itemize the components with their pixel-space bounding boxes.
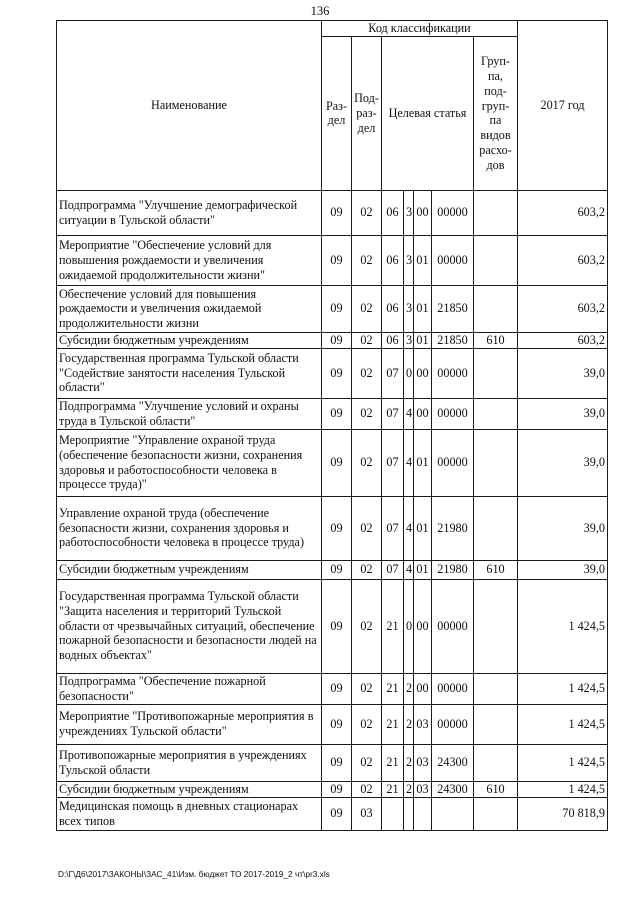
row-amount: 603,2 [518,285,608,332]
row-section: 09 [322,285,352,332]
row-target-measure: 01 [414,332,432,348]
row-target-program: 07 [382,348,404,398]
row-expense-group [474,190,518,235]
row-amount: 39,0 [518,429,608,496]
row-subsection: 02 [352,398,382,429]
table-row [57,348,608,398]
file-path-footer: D:\Г\Д6\2017\ЗАКОНЫ\ЗАС_41\Изм. бюджет ТО 2017-2019_2 чт\pr3.xls [58,869,330,879]
row-target-measure [414,797,432,830]
table-row [57,744,608,781]
row-section: 09 [322,560,352,579]
row-target-measure: 00 [414,348,432,398]
row-subsection: 02 [352,348,382,398]
row-amount: 70 818,9 [518,797,608,830]
row-target-direction: 21980 [432,496,474,560]
row-target-program: 21 [382,673,404,704]
row-target-measure: 00 [414,398,432,429]
table-row [57,560,608,579]
row-target-subprogram: 3 [404,190,414,235]
row-expense-group: 610 [474,781,518,797]
row-target-direction: 00000 [432,348,474,398]
row-expense-group [474,704,518,744]
row-section: 09 [322,332,352,348]
row-target-measure: 03 [414,704,432,744]
row-expense-group [474,744,518,781]
row-amount: 1 424,5 [518,704,608,744]
header-group: Груп- па, под- груп- па видов расхо- дов [474,36,518,190]
budget-table [56,20,608,831]
row-target-program: 21 [382,781,404,797]
table-row [57,673,608,704]
row-subsection: 02 [352,496,382,560]
row-target-program: 21 [382,579,404,673]
row-section: 09 [322,429,352,496]
row-subsection: 02 [352,235,382,285]
header-target: Целевая статья [382,36,474,190]
row-target-subprogram: 2 [404,781,414,797]
row-subsection: 02 [352,781,382,797]
row-target-measure: 03 [414,781,432,797]
row-subsection: 03 [352,797,382,830]
table-row [57,332,608,348]
row-section: 09 [322,398,352,429]
row-amount: 603,2 [518,235,608,285]
row-target-measure: 01 [414,560,432,579]
row-expense-group: 610 [474,332,518,348]
row-amount: 603,2 [518,332,608,348]
row-target-direction: 24300 [432,744,474,781]
row-subsection: 02 [352,560,382,579]
row-target-measure: 03 [414,744,432,781]
row-target-program: 07 [382,398,404,429]
row-amount: 1 424,5 [518,744,608,781]
row-section: 09 [322,579,352,673]
row-expense-group [474,797,518,830]
header-year: 2017 год [518,21,608,191]
row-target-direction: 21850 [432,285,474,332]
header-name: Наименование [57,21,322,191]
row-subsection: 02 [352,285,382,332]
row-target-subprogram: 2 [404,744,414,781]
row-target-program: 06 [382,332,404,348]
row-section: 09 [322,190,352,235]
row-target-program: 07 [382,496,404,560]
row-target-measure: 00 [414,190,432,235]
row-target-direction: 00000 [432,235,474,285]
row-target-measure: 00 [414,673,432,704]
table-row [57,579,608,673]
table-row [57,285,608,332]
row-name: Противопожарные мероприятия в учреждениях Тульской области [57,744,322,781]
row-subsection: 02 [352,673,382,704]
row-section: 09 [322,797,352,830]
row-target-subprogram: 4 [404,429,414,496]
row-target-program [382,797,404,830]
row-expense-group: 610 [474,560,518,579]
row-amount: 603,2 [518,190,608,235]
row-subsection: 02 [352,190,382,235]
row-section: 09 [322,744,352,781]
row-section: 09 [322,496,352,560]
table-row [57,398,608,429]
row-name: Обеспечение условий для повышения рождаемости и увеличения ожидаемой продолжительности жизни [57,285,322,332]
table-body [57,190,608,830]
row-name: Управление охраной труда (обеспечение безопасности жизни, сохранения здоровья и работоспособности человека в процессе труда) [57,496,322,560]
row-target-program: 07 [382,429,404,496]
row-target-direction: 00000 [432,704,474,744]
row-target-subprogram [404,797,414,830]
row-subsection: 02 [352,579,382,673]
row-name: Субсидии бюджетным учреждениям [57,781,322,797]
row-name: Государственная программа Тульской области "Содействие занятости населения Тульской области" [57,348,322,398]
row-target-subprogram: 3 [404,285,414,332]
row-amount: 39,0 [518,398,608,429]
row-target-program: 21 [382,744,404,781]
row-amount: 39,0 [518,496,608,560]
row-subsection: 02 [352,429,382,496]
row-target-measure: 01 [414,496,432,560]
row-amount: 39,0 [518,560,608,579]
row-target-subprogram: 3 [404,332,414,348]
header-code: Код классификации [322,21,518,37]
row-expense-group [474,429,518,496]
row-target-program: 07 [382,560,404,579]
table-row [57,704,608,744]
row-target-direction: 00000 [432,673,474,704]
row-section: 09 [322,781,352,797]
row-target-program: 06 [382,285,404,332]
row-name: Государственная программа Тульской области "Защита населения и территорий Тульской области от чрезвычайных ситуаций, обеспечение пожарной безопасности и безопасности людей на водных объектах" [57,579,322,673]
row-name: Субсидии бюджетным учреждениям [57,332,322,348]
table-row [57,235,608,285]
table-row [57,781,608,797]
row-target-program: 06 [382,235,404,285]
row-name: Подпрограмма "Обеспечение пожарной безопасности" [57,673,322,704]
row-name: Мероприятие "Противопожарные мероприятия в учреждениях Тульской области" [57,704,322,744]
row-target-subprogram: 0 [404,579,414,673]
row-section: 09 [322,704,352,744]
row-expense-group [474,348,518,398]
row-name: Субсидии бюджетным учреждениям [57,560,322,579]
row-subsection: 02 [352,704,382,744]
table-row [57,190,608,235]
row-name: Мероприятие "Управление охраной труда (обеспечение безопасности жизни, сохранения здоровья и работоспособности человека в процессе труда)" [57,429,322,496]
table-row [57,496,608,560]
page-number: 136 [310,4,330,18]
row-amount: 1 424,5 [518,781,608,797]
row-target-program: 21 [382,704,404,744]
table-row [57,429,608,496]
row-name: Подпрограмма "Улучшение демографической ситуации в Тульской области" [57,190,322,235]
row-target-direction: 00000 [432,398,474,429]
row-target-program: 06 [382,190,404,235]
row-target-subprogram: 0 [404,348,414,398]
row-expense-group [474,398,518,429]
row-target-subprogram: 4 [404,398,414,429]
row-subsection: 02 [352,332,382,348]
row-target-direction [432,797,474,830]
row-target-subprogram: 4 [404,560,414,579]
row-target-subprogram: 2 [404,704,414,744]
row-expense-group [474,285,518,332]
row-amount: 1 424,5 [518,579,608,673]
header-subsection: Под- раз- дел [352,36,382,190]
row-section: 09 [322,235,352,285]
row-target-direction: 00000 [432,429,474,496]
row-section: 09 [322,348,352,398]
row-target-direction: 00000 [432,190,474,235]
row-amount: 39,0 [518,348,608,398]
row-expense-group [474,235,518,285]
row-name: Мероприятие "Обеспечение условий для повышения рождаемости и увеличения ожидаемой продолжительности жизни" [57,235,322,285]
row-target-direction: 00000 [432,579,474,673]
row-target-subprogram: 3 [404,235,414,285]
header-section: Раз- дел [322,36,352,190]
row-target-measure: 00 [414,579,432,673]
row-target-subprogram: 4 [404,496,414,560]
row-target-measure: 01 [414,285,432,332]
row-target-direction: 21980 [432,560,474,579]
row-target-direction: 24300 [432,781,474,797]
row-subsection: 02 [352,744,382,781]
row-section: 09 [322,673,352,704]
row-target-direction: 21850 [432,332,474,348]
row-expense-group [474,673,518,704]
row-target-subprogram: 2 [404,673,414,704]
row-target-measure: 01 [414,429,432,496]
row-amount: 1 424,5 [518,673,608,704]
table-row [57,797,608,830]
row-expense-group [474,496,518,560]
row-expense-group [474,579,518,673]
row-name: Подпрограмма "Улучшение условий и охраны труда в Тульской области" [57,398,322,429]
row-name: Медицинская помощь в дневных стационарах всех типов [57,797,322,830]
row-target-measure: 01 [414,235,432,285]
